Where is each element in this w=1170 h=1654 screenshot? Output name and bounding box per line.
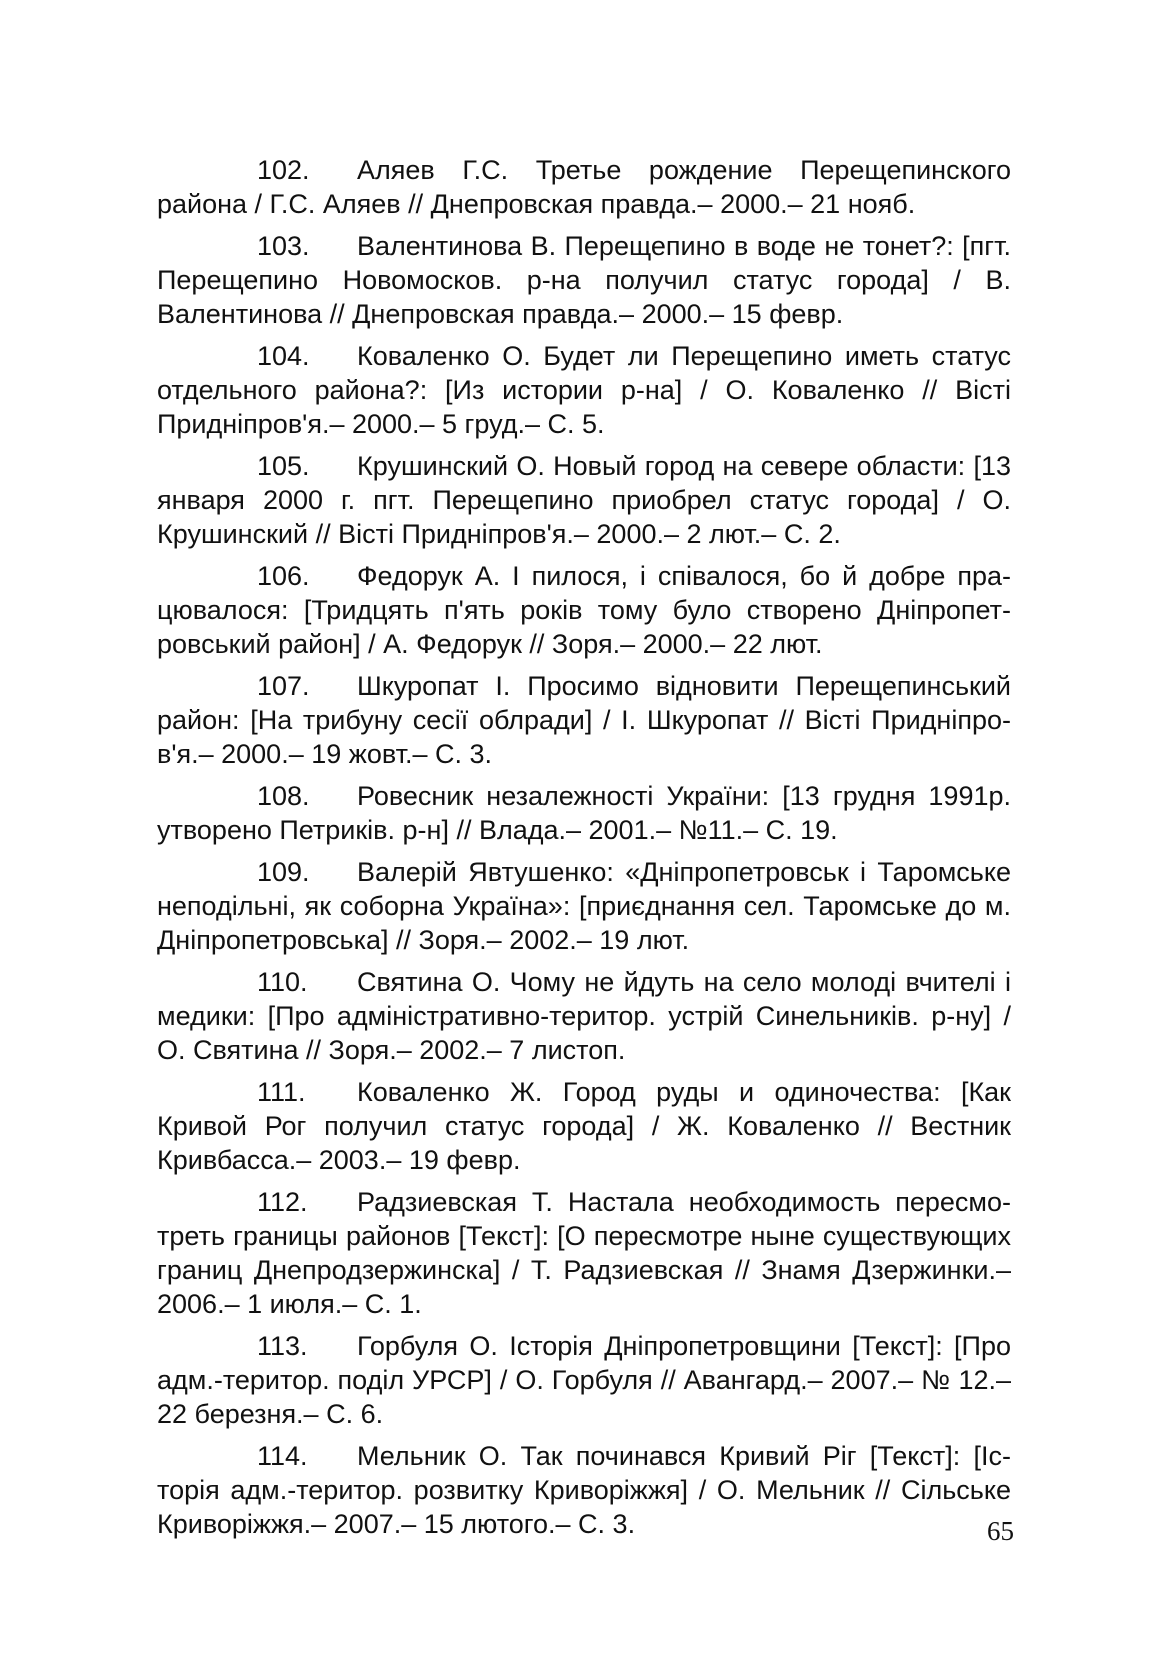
bibliography-entry <box>157 669 1011 771</box>
entry-number: 104. <box>257 341 310 371</box>
entry-text: Ровесник незалежності України: [13 грудня 1991р. утворено Петриків. р-н] // Влада.– 2001.– №11.– С. 19. <box>157 781 1011 845</box>
entry-number: 110. <box>257 967 308 997</box>
entry-number: 106. <box>257 561 310 591</box>
entry-text: Крушинский О. Новый город на севере области: [13 января 2000 г. пгт. Перещепино приобрел статус города] / О. Крушинский // Вісті Придніпров'я.– 2000.– 2 лют.– С. 2. <box>157 451 1011 549</box>
entry-number: 113. <box>257 1331 308 1361</box>
page-number: 65 <box>987 1516 1014 1546</box>
entry-text: Горбуля О. Історія Дніпропетровщини [Текст]: [Про адм.-територ. поділ УРСР] / О. Горбуля // Авангард.– 2007.– № 12.– 22 березня.– С. 6. <box>157 1331 1011 1429</box>
entry-number: 111. <box>257 1077 306 1107</box>
bibliography-entry <box>157 153 1011 221</box>
entry-text: Федорук А. І пилося, і співалося, бо й добре працювалося: [Тридцять п'ять років тому було створено Дніпропетровський район] / А. Федорук // Зоря.– 2000.– 22 лют. <box>157 561 1011 659</box>
entry-number: 109. <box>257 857 310 887</box>
entry-number: 112. <box>257 1187 308 1217</box>
entry-text: Коваленко О. Будет ли Перещепино иметь статус отдельного района?: [Из истории р-на] / О. Коваленко // Вісті Придніпров'я.– 2000.– 5 груд.– С. 5. <box>157 341 1011 439</box>
bibliography-entry <box>157 1075 1011 1177</box>
bibliography-list <box>157 153 1011 1549</box>
bibliography-entry <box>157 449 1011 551</box>
entry-text: Коваленко Ж. Город руды и одиночества: [Как Кривой Рог получил статус города] / Ж. Коваленко // Вестник Кривбасса.– 2003.– 19 февр. <box>157 1077 1011 1175</box>
entry-number: 105. <box>257 451 310 481</box>
entry-text: Святина О. Чому не йдуть на село молоді вчителі і медики: [Про адміністративно-територ. устрій Синельників. р-ну] / О. Святина // Зоря.– 2002.– 7 листоп. <box>157 967 1011 1065</box>
entry-number: 107. <box>257 671 310 701</box>
entry-text: Радзиевская Т. Настала необходимость пересмотреть границы районов [Текст]: [О пересмотре ныне существующих границ Днепродзержинска] / Т. Радзиевская // Знамя Дзержинки.– 2006.– 1 июля.– С. 1. <box>157 1187 1011 1319</box>
bibliography-entry <box>157 229 1011 331</box>
entry-text: Мельник О. Так починався Кривий Ріг [Текст]: [Історія адм.-територ. розвитку Криворіжжя] / О. Мельник // Сільське Криворіжжя.– 2007.– 15 лютого.– С. 3. <box>157 1441 1011 1539</box>
entry-text: Валерій Явтушенко: «Дніпропетровськ і Таромське неподільні, як соборна Україна»: [приєднання сел. Таромське до м. Дніпропетровська] // Зоря.– 2002.– 19 лют. <box>157 857 1011 955</box>
entry-number: 103. <box>257 231 310 261</box>
entry-text: Аляев Г.С. Третье рождение Перещепинского района / Г.С. Аляев // Днепровская правда.– 2000.– 21 нояб. <box>157 155 1011 219</box>
bibliography-entry <box>157 855 1011 957</box>
entry-text: Валентинова В. Перещепино в воде не тонет?: [пгт. Перещепино Новомосков. р-на получил статус города] / В. Валентинова // Днепровская правда.– 2000.– 15 февр. <box>157 231 1011 329</box>
entry-number: 102. <box>257 155 310 185</box>
bibliography-entry <box>157 1439 1011 1541</box>
bibliography-entry <box>157 1329 1011 1431</box>
bibliography-entry <box>157 559 1011 661</box>
entry-text: Шкуропат І. Просимо відновити Перещепинський район: [На трибуну сесії облради] / І. Шкуропат // Вісті Придніпров'я.– 2000.– 19 жовт.– С. 3. <box>157 671 1011 769</box>
bibliography-entry <box>157 1185 1011 1321</box>
bibliography-entry <box>157 965 1011 1067</box>
bibliography-entry <box>157 779 1011 847</box>
entry-number: 108. <box>257 781 310 811</box>
bibliography-entry <box>157 339 1011 441</box>
entry-number: 114. <box>257 1441 308 1471</box>
